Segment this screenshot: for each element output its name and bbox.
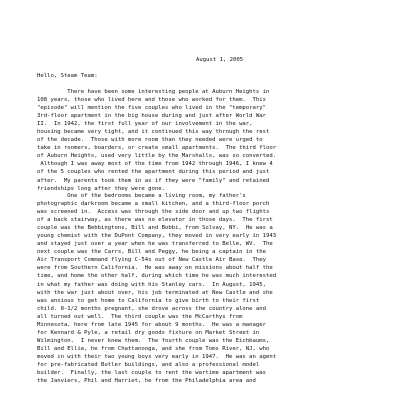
- body-line: 3rd-floor apartment in the big house during and just after World War: [37, 113, 267, 120]
- body-line: of a back stairway, as there was no elevator in those days. The first: [37, 217, 273, 224]
- body-line: There have been some interesting people at Auburn Heights in: [37, 89, 270, 95]
- body-line: the Janviers, Phil and Harriet, he from the Philadelphia area and: [37, 378, 256, 385]
- body-line: builder. Finally, the last couple to rent the wartime apartment was: [37, 370, 267, 377]
- body-line: Although I was away most of the time from 1942 through 1946, I knew 4: [37, 161, 273, 168]
- body-line: moved in with their two young boys very early in 1947. He was an agent: [37, 353, 277, 360]
- body-line: "episode" will mention the five couples who lived in the "temporary": [37, 105, 267, 112]
- body-line: One of the bedrooms became a living room, my father's: [37, 193, 246, 199]
- body-line: take in roomers, boarders, or create small apartments. The third floor: [37, 145, 277, 152]
- body-line: was screened in. Access was through the side door and up two flights: [37, 209, 270, 216]
- body-line: time, and home the other half, during which time he was much interested: [37, 273, 277, 280]
- body-line: after. My parents took them in as if they were "family" and retained: [37, 177, 270, 184]
- body-line: all turned out well. The third couple was the McCarthys from: [37, 313, 243, 320]
- body-line: for pre-fabricated Butler buildings, and also a professional model: [37, 361, 260, 368]
- body-line: Bill and Ellie, he from Chattanooga, and she from Toms River, NJ, who: [37, 345, 270, 352]
- body-line: 108 years, those who lived here and those who worked for them. This: [37, 97, 267, 104]
- letter-paragraph-2: [37, 192, 377, 385]
- body-line: II. In 1942, the first full year of our involvement in the war,: [37, 121, 253, 128]
- body-line: young chemist with the DuPont Company, they moved in very early in 1943: [37, 233, 277, 240]
- body-line: Minnesota, here from late 1945 for about 9 months. He was a manager: [37, 321, 267, 328]
- body-line: of the 5 couples who rented the apartment during this period and just: [37, 169, 270, 176]
- body-line: next couple was the Carrs, Bill and Peggy, he being a captain in the: [37, 249, 267, 256]
- body-line: friendships long after they were gone.: [37, 185, 165, 192]
- body-line: photographic darkroom became a small kitchen, and a third-floor porch: [37, 201, 270, 208]
- body-line: housing became very tight, and it continued this way through the rest: [37, 129, 270, 136]
- letter-salutation: Hello, Steam Team:: [37, 73, 98, 79]
- body-line: child. 8-1/2 months pregnant, she drove across the country alone and: [37, 305, 267, 312]
- body-line: was anxious to get home to California to give birth to their first: [37, 297, 260, 304]
- body-line: couple was the Bebbingtons, Bill and Bobbi, from Solvay, NY. He was a: [37, 225, 273, 232]
- body-line: and stayed just over a year when he was transferred to Belle, WV. The: [37, 241, 273, 248]
- body-line: for Kennard & Pyle, a retail dry goods fixture on Market Street in: [37, 329, 260, 336]
- body-line: with the war just about over, his job terminated at New Castle and she: [37, 289, 273, 296]
- body-line: Air Transport Command flying C-54s out of New Castle Air Base. They: [37, 257, 267, 264]
- letter-paragraph-1: [37, 88, 377, 193]
- body-line: of the decade. Those with more room than they needed were urged to: [37, 137, 263, 144]
- body-line: of Auburn Heights, used very little by the Marshalls, was so converted.: [37, 153, 277, 160]
- body-line: Wilmington. I never knew them. The fourth couple was the Eichbaums,: [37, 337, 270, 344]
- body-line: in what my father was doing with his Stanley cars. In August, 1945,: [37, 281, 267, 288]
- letter-date: August 1, 2005: [196, 57, 244, 63]
- body-line: were from Southern California. He was away on missions about half the: [37, 265, 273, 272]
